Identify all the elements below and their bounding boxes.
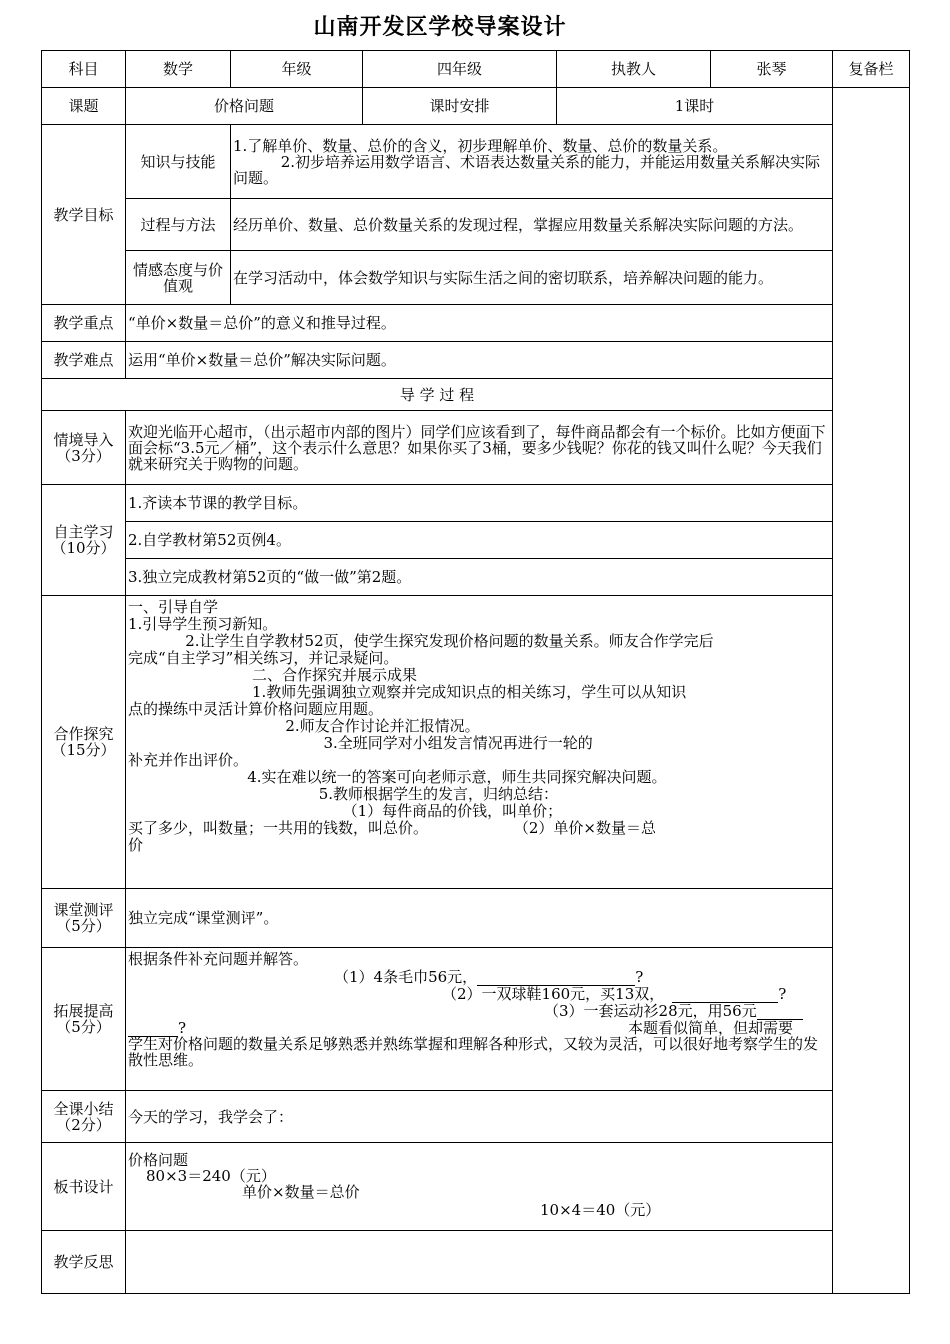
extend-q2-mark: ? — [778, 985, 787, 1003]
summary-label: 全课小结 — [53, 1099, 114, 1118]
knowledge-text-1: 1.了解单价、数量、总价的含义，初步理解单价、数量、总价的数量关系。 — [233, 136, 728, 155]
difficulty-label: 教学难点 — [42, 342, 126, 379]
prep-column — [833, 88, 910, 1294]
extend-q3-line — [128, 1003, 830, 1020]
reflection-content[interactable] — [126, 1231, 833, 1294]
hours-label: 课时安排 — [363, 88, 557, 125]
header-row — [42, 51, 910, 88]
coop-line: 点的操练中灵活计算价格问题应用题。 — [128, 700, 384, 718]
quiz-time: （5分） — [56, 917, 111, 935]
process-text: 经历单价、数量、总价数量关系的发现过程，掌握应用数量关系解决实际问题的方法。 — [231, 199, 833, 251]
extend-row — [42, 948, 910, 1091]
objective-process-row — [42, 199, 910, 251]
reflection-label: 教学反思 — [42, 1231, 126, 1294]
summary-label-cell — [42, 1091, 126, 1143]
difficulty-row — [42, 342, 910, 379]
coop-line: 2.让学生自学教材52页，使学生探究发现价格问题的数量关系。师友合作学完后 — [128, 632, 714, 650]
key-point-row — [42, 305, 910, 342]
coop-line: 4.实在难以统一的答案可向老师示意，师生共同探究解决问题。 — [128, 768, 667, 786]
process-header: 导 学 过 程 — [42, 379, 833, 411]
intro-row — [42, 411, 910, 485]
coop-row — [42, 596, 910, 889]
coop-line: 1.引导学生预习新知。 — [128, 615, 278, 633]
reflection-row — [42, 1231, 910, 1294]
extend-q2: （2）一双球鞋160元，买13双， — [442, 985, 665, 1003]
answer-blank-2[interactable] — [672, 986, 778, 1003]
board-line-2: 80×3＝240（元） — [146, 1167, 276, 1185]
coop-label-cell — [42, 596, 126, 889]
intro-label-cell — [42, 411, 126, 485]
self-study-item-2: 2.自学教材第52页例4。 — [126, 522, 833, 559]
coop-lines — [128, 599, 830, 854]
self-study-label-cell — [42, 485, 126, 596]
quiz-text: 独立完成“课堂测评”。 — [126, 889, 833, 948]
extend-q3: （3）一套运动衫28元，用56元 — [544, 1002, 757, 1020]
coop-line: 3.全班同学对小组发言情况再进行一轮的 — [128, 734, 593, 752]
page-title: 山南开发区学校导案设计 — [313, 15, 567, 40]
topic-label: 课题 — [42, 88, 126, 125]
self-study-row-1 — [42, 485, 910, 522]
key-point-label: 教学重点 — [42, 305, 126, 342]
coop-line: 一、引导自学 — [128, 598, 219, 616]
objectives-label: 教学目标 — [42, 125, 126, 305]
coop-time: （15分） — [51, 741, 116, 759]
key-point-text: “单价×数量＝总价”的意义和推导过程。 — [126, 305, 833, 342]
grade-value: 四年级 — [363, 51, 557, 88]
summary-row — [42, 1091, 910, 1143]
summary-text: 今天的学习，我学会了： — [126, 1091, 833, 1143]
extend-note-1: 本题看似简单，但却需要 — [628, 1019, 794, 1037]
subject-label: 科目 — [42, 51, 126, 88]
coop-line: 5.教师根据学生的发言，归纳总结： — [128, 785, 559, 803]
extend-q3-mark: ? — [178, 1019, 187, 1037]
quiz-label: 课堂测评 — [53, 901, 114, 919]
board-row — [42, 1143, 910, 1231]
prep-label: 复备栏 — [833, 51, 910, 88]
board-line-1: 价格问题 — [128, 1151, 189, 1169]
board-line-4: 10×4＝40（元） — [540, 1201, 661, 1219]
coop-line: 完成“自主学习”相关练习，并记录疑问。 — [128, 649, 399, 667]
extend-time: （5分） — [56, 1018, 111, 1036]
quiz-label-cell — [42, 889, 126, 948]
intro-label: 情境导入 — [53, 430, 114, 449]
extend-q1-line — [128, 969, 830, 986]
objective-knowledge-row — [42, 125, 910, 199]
coop-line: 补充并作出评价。 — [128, 751, 249, 769]
coop-line: 2.师友合作讨论并汇报情况。 — [128, 717, 480, 735]
extend-q1-mark: ? — [635, 968, 644, 986]
grade-label: 年级 — [231, 51, 363, 88]
extend-q2-line — [128, 986, 830, 1003]
coop-line: 买了多少，叫数量；一共用的钱数，叫总价。 （2）单价×数量＝总 — [128, 819, 656, 837]
subject-value: 数学 — [126, 51, 231, 88]
knowledge-text-2: 2.初步培养运用数学语言、术语表达数量关系的能力，并能运用数量关系解决实际问题。 — [233, 152, 821, 187]
lesson-plan-table — [41, 50, 910, 1294]
coop-line: 二、合作探究并展示成果 — [128, 666, 417, 684]
answer-blank-3a[interactable] — [757, 1003, 803, 1020]
self-study-row-3 — [42, 559, 910, 596]
knowledge-text — [231, 125, 833, 199]
answer-blank-3b[interactable] — [128, 1020, 178, 1037]
extend-q1: （1）4条毛巾56元， — [334, 968, 478, 986]
self-study-label: 自主学习 — [53, 523, 114, 541]
teacher-value: 张琴 — [711, 51, 833, 88]
self-study-time: （10分） — [51, 539, 116, 557]
intro-time: （3分） — [56, 446, 111, 465]
self-study-item-1: 1.齐读本节课的教学目标。 — [126, 485, 833, 522]
extend-content — [126, 948, 833, 1091]
coop-label: 合作探究 — [53, 725, 114, 743]
coop-content — [126, 596, 833, 889]
difficulty-text: 运用“单价×数量＝总价”解决实际问题。 — [126, 342, 833, 379]
teacher-label: 执教人 — [557, 51, 711, 88]
extend-label: 拓展提高 — [53, 1002, 114, 1020]
topic-value: 价格问题 — [126, 88, 363, 125]
board-content — [126, 1143, 833, 1231]
summary-time: （2分） — [56, 1115, 111, 1134]
board-label: 板书设计 — [42, 1143, 126, 1231]
extend-note-2: 学生对价格问题的数量关系足够熟悉并熟练掌握和理解各种形式，又较为灵活，可以很好地考察学生的发散性思维。 — [128, 1035, 819, 1069]
answer-blank-1[interactable] — [477, 969, 635, 986]
self-study-row-2 — [42, 522, 910, 559]
coop-line: 1.教师先强调独立观察并完成知识点的相关练习，学生可以从知识 — [128, 683, 687, 701]
quiz-row — [42, 889, 910, 948]
emotion-text: 在学习活动中，体会数学知识与实际生活之间的密切联系，培养解决问题的能力。 — [231, 251, 833, 305]
intro-text: 欢迎光临开心超市，（出示超市内部的图片）同学们应该看到了，每件商品都会有一个标价。比如方便面下面会标“3.5元／桶”，这个表示什么意思？如果你买了3桶，要多少钱呢？你花的钱又叫什么呢？今天我们就来研究关于购物的问题。 — [126, 411, 833, 485]
extend-label-cell — [42, 948, 126, 1091]
knowledge-label: 知识与技能 — [126, 125, 231, 199]
emotion-label: 情感态度与价值观 — [126, 251, 231, 305]
extend-q3-continue — [128, 1020, 830, 1036]
topic-row — [42, 88, 910, 125]
hours-value: 1课时 — [557, 88, 833, 125]
extend-intro: 根据条件补充问题并解答。 — [128, 950, 309, 968]
board-line-3: 单价×数量＝总价 — [242, 1183, 360, 1201]
objective-emotion-row — [42, 251, 910, 305]
process-label: 过程与方法 — [126, 199, 231, 251]
process-header-row — [42, 379, 910, 411]
coop-line: 价 — [128, 836, 144, 854]
coop-line: （1）每件商品的价钱，叫单价； — [128, 802, 563, 820]
self-study-item-3: 3.独立完成教材第52页的“做一做”第2题。 — [126, 559, 833, 596]
